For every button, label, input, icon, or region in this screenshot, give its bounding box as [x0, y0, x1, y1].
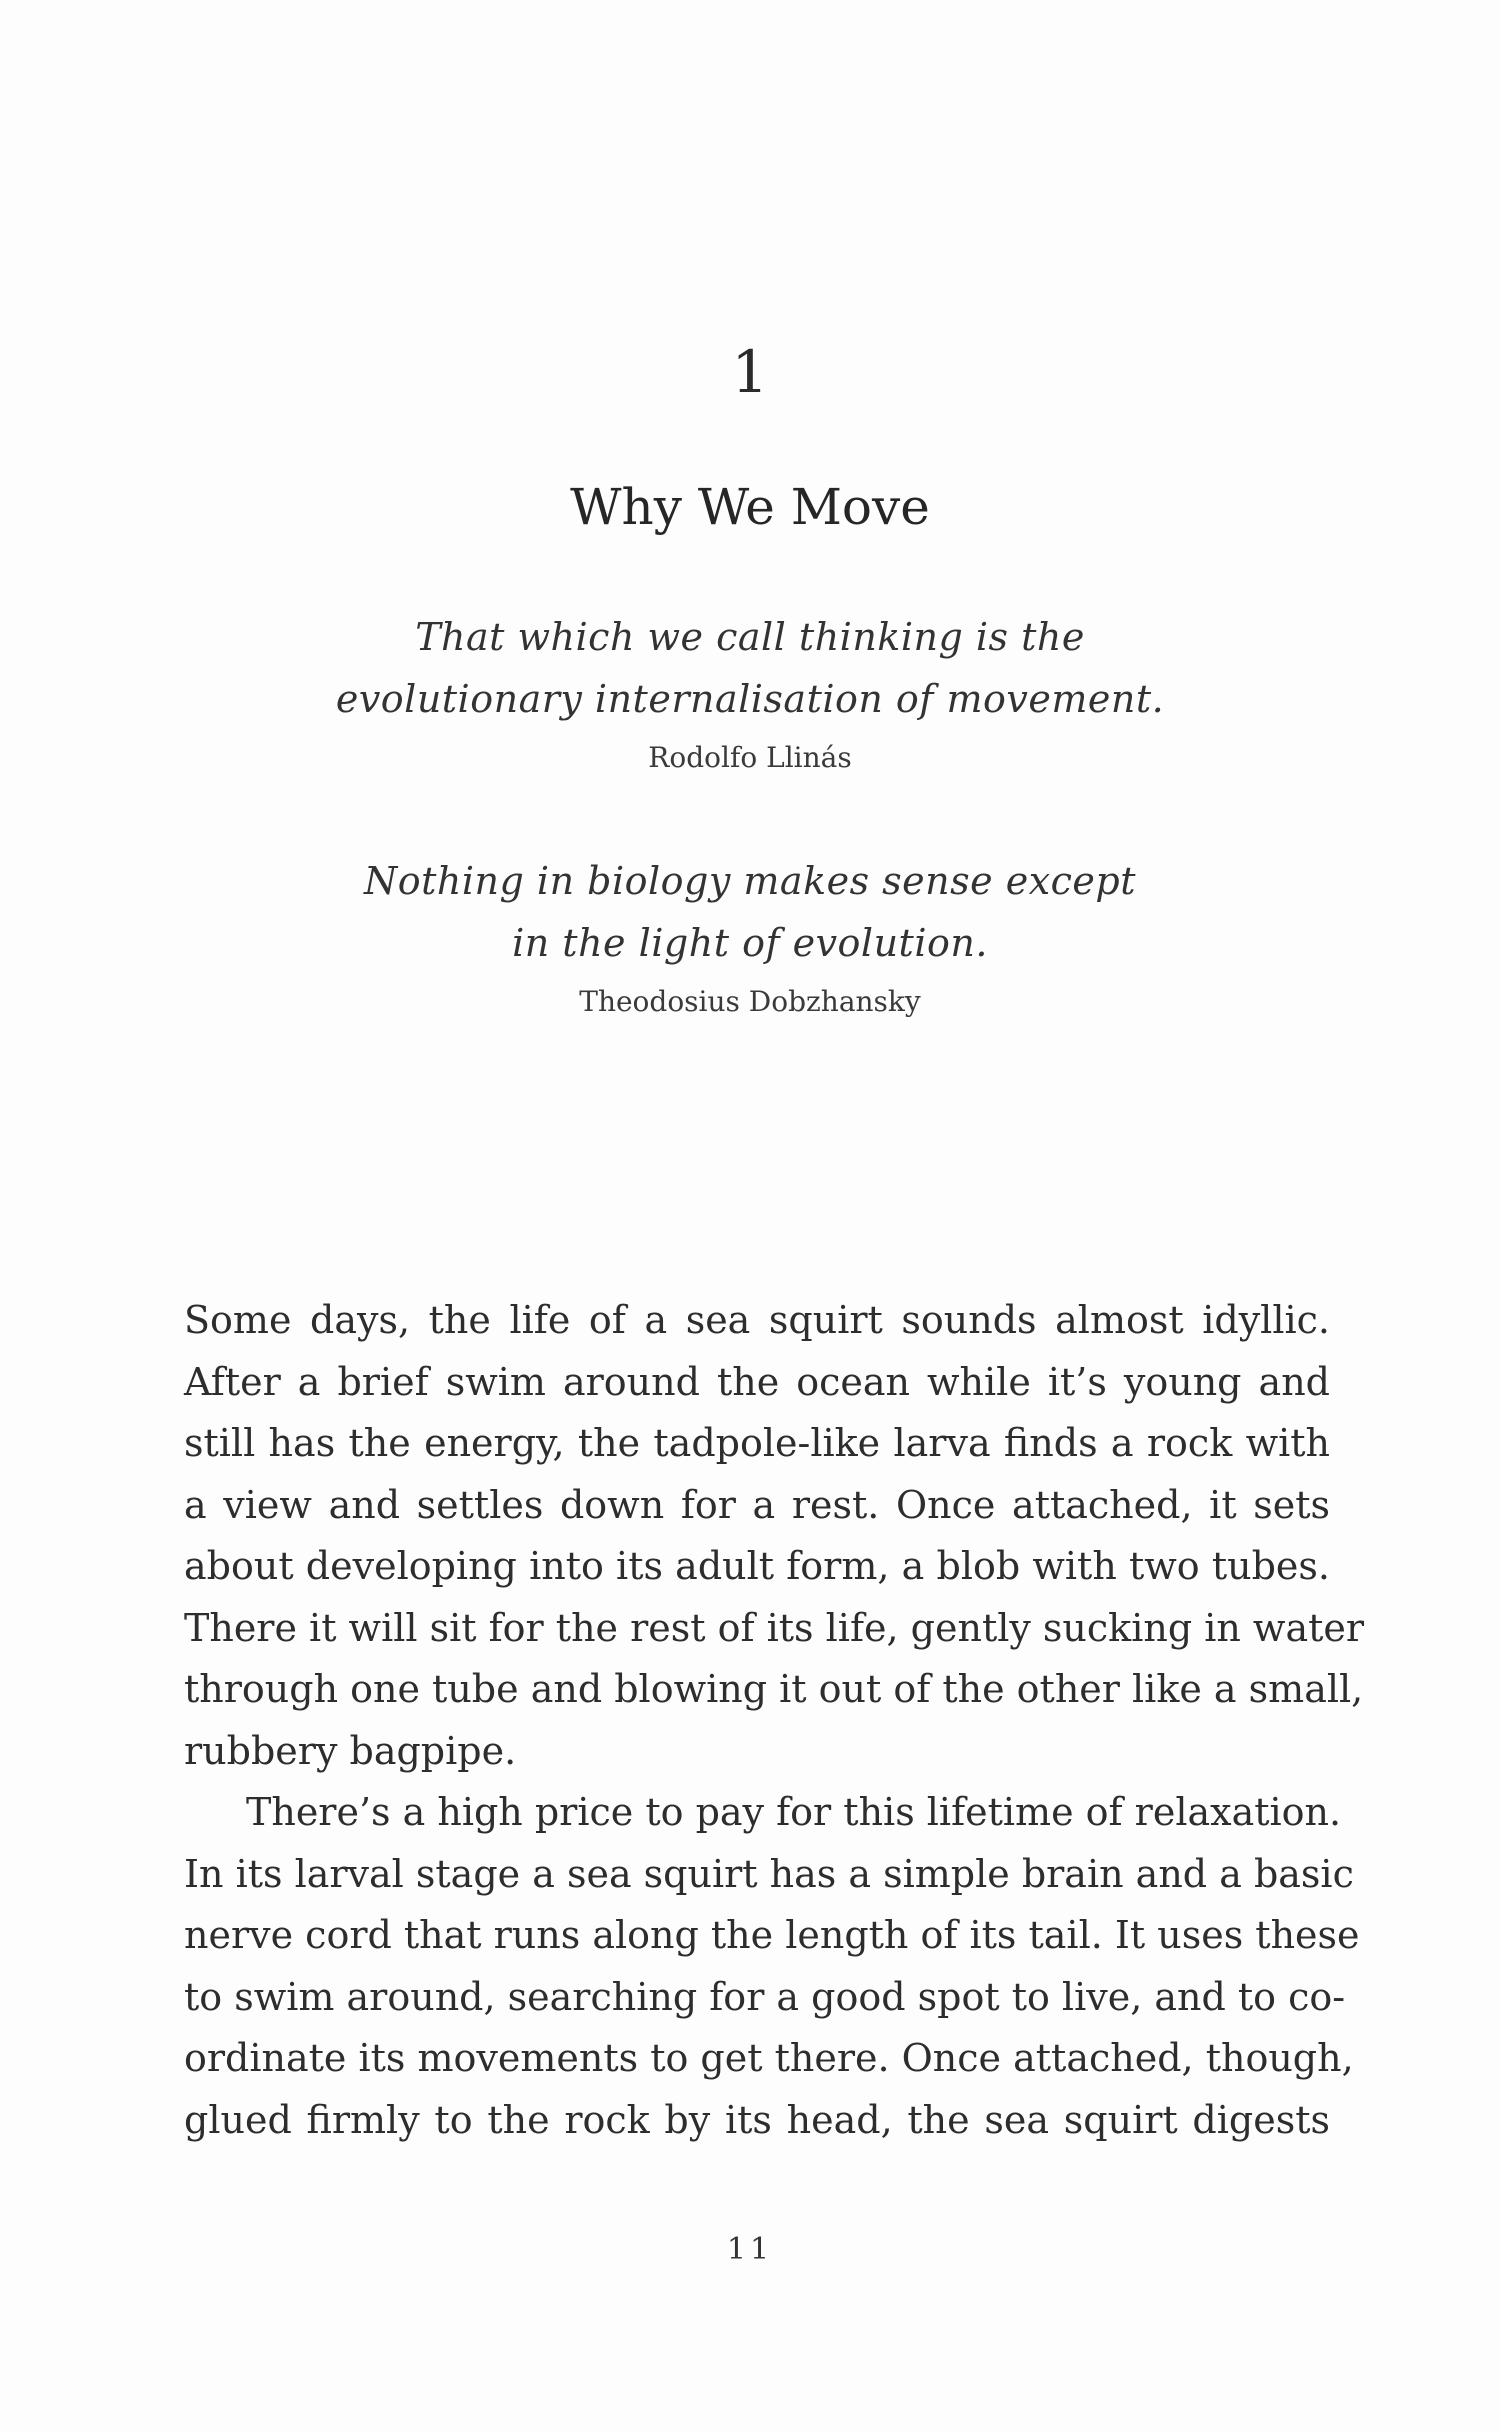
text-line: a view and settles down for a rest. Once attached, it sets — [184, 1482, 1330, 1527]
chapter-number: 1 — [731, 338, 769, 406]
text-line: rubbery bagpipe. — [184, 1728, 517, 1773]
epigraph-quote-line: in the light of evolution. — [512, 921, 988, 965]
text-line: glued firmly to the rock by its head, the sea squirt digests — [184, 2097, 1330, 2142]
chapter-title: Why We Move — [570, 478, 930, 536]
text-line: through one tube and blowing it out of the other like a small, — [184, 1667, 1364, 1711]
text-line: ordinate its movements to get there. Once attached, though, — [184, 2036, 1354, 2080]
epigraph — [0, 850, 1500, 1030]
epigraph-quote-line: evolutionary internalisation of movement. — [335, 677, 1165, 721]
text-line: After a brief swim around the ocean while it’s young and — [184, 1359, 1330, 1404]
paragraph — [184, 1782, 1360, 2151]
epigraph-quote-line: That which we call thinking is the — [415, 615, 1085, 659]
text-line: still has the energy, the tadpole-like larva finds a rock with — [184, 1421, 1330, 1465]
text-line: nerve cord that runs along the length of its tail. It uses these — [184, 1913, 1360, 1957]
body-text — [184, 1290, 1365, 2151]
text-line: about developing into its adult form, a blob with two tubes. — [184, 1544, 1330, 1588]
paragraph — [184, 1290, 1365, 1782]
text-line: There it will sit for the rest of its life, gently sucking in water — [184, 1605, 1365, 1650]
epigraph — [0, 606, 1500, 786]
epigraph-quote-line: Nothing in biology makes sense except — [364, 859, 1136, 903]
text-line: There’s a high price to pay for this lifetime of relaxation. — [246, 1790, 1342, 1834]
text-line: In its larval stage a sea squirt has a simple brain and a basic — [184, 1851, 1354, 1896]
text-line: Some days, the life of a sea squirt sounds almost idyllic. — [184, 1298, 1330, 1342]
epigraph-author: Theodosius Dobzhansky — [579, 985, 921, 1018]
text-line: to swim around, searching for a good spot to live, and to co- — [184, 1974, 1346, 2019]
page-number: 11 — [726, 2232, 774, 2267]
epigraph-author: Rodolfo Llinás — [648, 741, 852, 774]
